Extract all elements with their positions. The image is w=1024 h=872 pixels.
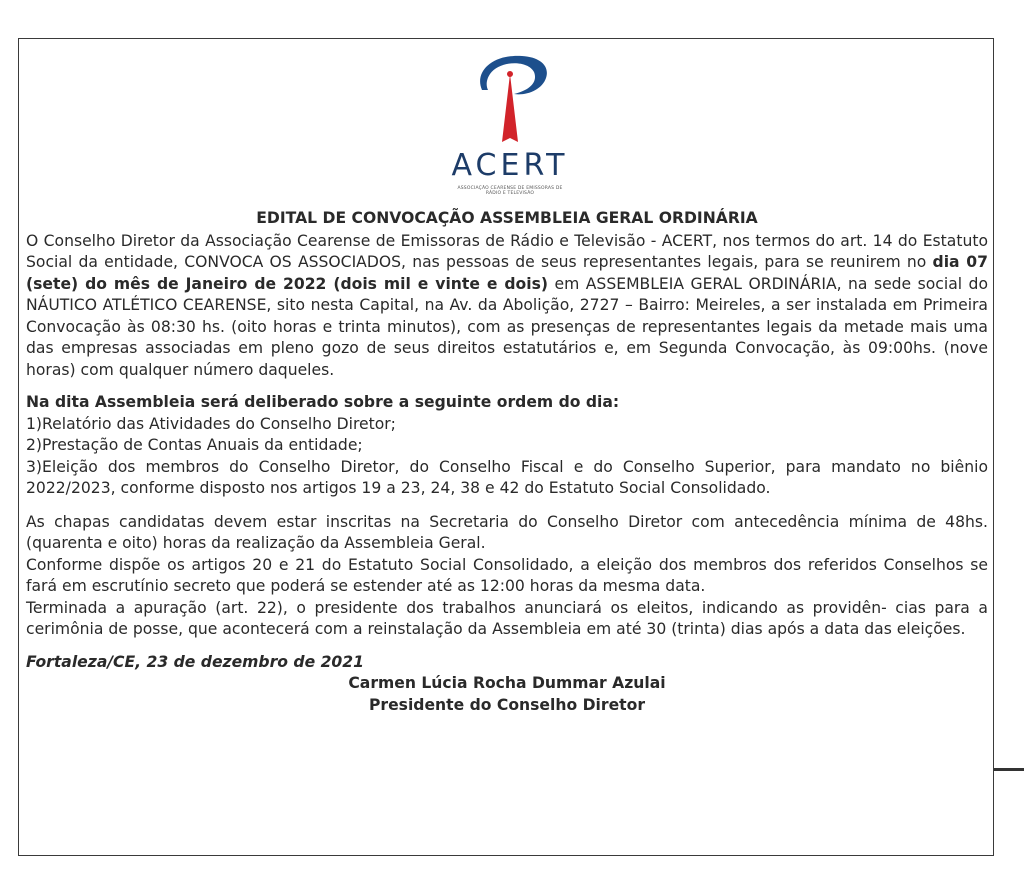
signatory-name: Carmen Lúcia Rocha Dummar Azulai xyxy=(348,674,666,692)
meeting-date: dia 07 (sete) do mês de Janeiro de 2022 (dois mil e vinte e dois) xyxy=(26,253,988,293)
intro-text-1: O Conselho Diretor da Associação Cearense de Emissoras de Rádio e Televisão - ACERT, nos termos do art. 14 do Estatuto Social da entidade, CONVOCA OS ASSOCIADOS, nas pessoas de seus representantes legais, para se reunirem no xyxy=(26,231,988,271)
rules-paragraph: Terminada a apuração (art. 22), o presidente dos trabalhos anunciará os eleitos, indicando as providên- cias para a cerimônia de posse, que acontecerá com a reinstalação da Assembleia em até 30 (trinta) dias após a data das eleições. xyxy=(26,598,988,638)
intro-paragraph xyxy=(26,231,988,382)
agenda-item: 2)Prestação de Contas Anuais da entidade; xyxy=(26,436,363,454)
rules-paragraph: Conforme dispõe os artigos 20 e 21 do Estatuto Social Consolidado, a eleição dos membros dos referidos Conselhos se fará em escrutínio secreto que poderá se estender até as 12:00 horas da mesma data. xyxy=(26,555,988,595)
notice-title: EDITAL DE CONVOCAÇÃO ASSEMBLEIA GERAL ORDINÁRIA xyxy=(256,209,758,227)
agenda-item: 1)Relatório das Atividades do Conselho Diretor; xyxy=(26,414,396,433)
acert-logo xyxy=(430,44,590,204)
place-date: Fortaleza/CE, 23 de dezembro de 2021 xyxy=(26,652,364,671)
signatory-role: Presidente do Conselho Diretor xyxy=(368,695,646,714)
page-rule xyxy=(994,768,1024,771)
notice-body xyxy=(26,208,988,716)
antenna-icon xyxy=(430,44,590,154)
agenda-item: 3)Eleição dos membros do Conselho Diretor, do Conselho Fiscal e do Conselho Superior, para mandato no biênio 2022/2023, conforme disposto nos artigos 19 a 23, 24, 38 e 42 do Estatuto Social Consolidado. xyxy=(26,457,988,497)
rules-paragraph: As chapas candidatas devem estar inscritas na Secretaria do Conselho Diretor com antecedência mínima de 48hs. (quarenta e oito) horas da realização da Assembleia Geral. xyxy=(26,512,988,552)
logo-subtitle: ASSOCIAÇÃO CEARENSE DE EMISSORAS DE RÁDIO E TELEVISÃO xyxy=(457,186,563,196)
intro-text-2: em ASSEMBLEIA GERAL ORDINÁRIA, na sede social do NÁUTICO ATLÉTICO CEARENSE, sito nesta Capital, na Av. da Abolição, 2727 – Bairro: Meireles, a ser instalada em Primeira Convocação às 08:30 hs. (oito horas e trinta minutos), com as presenças de representantes legais da metade mais uma das empresas associadas em pleno gozo de seus direitos estatutários e, em Segunda Convocação, às 09:00hs. (nove horas) com qualquer número daqueles. xyxy=(26,274,988,379)
agenda-heading: Na dita Assembleia será deliberado sobre a seguinte ordem do dia: xyxy=(26,393,620,411)
logo-wordmark: ACERT xyxy=(451,148,569,183)
